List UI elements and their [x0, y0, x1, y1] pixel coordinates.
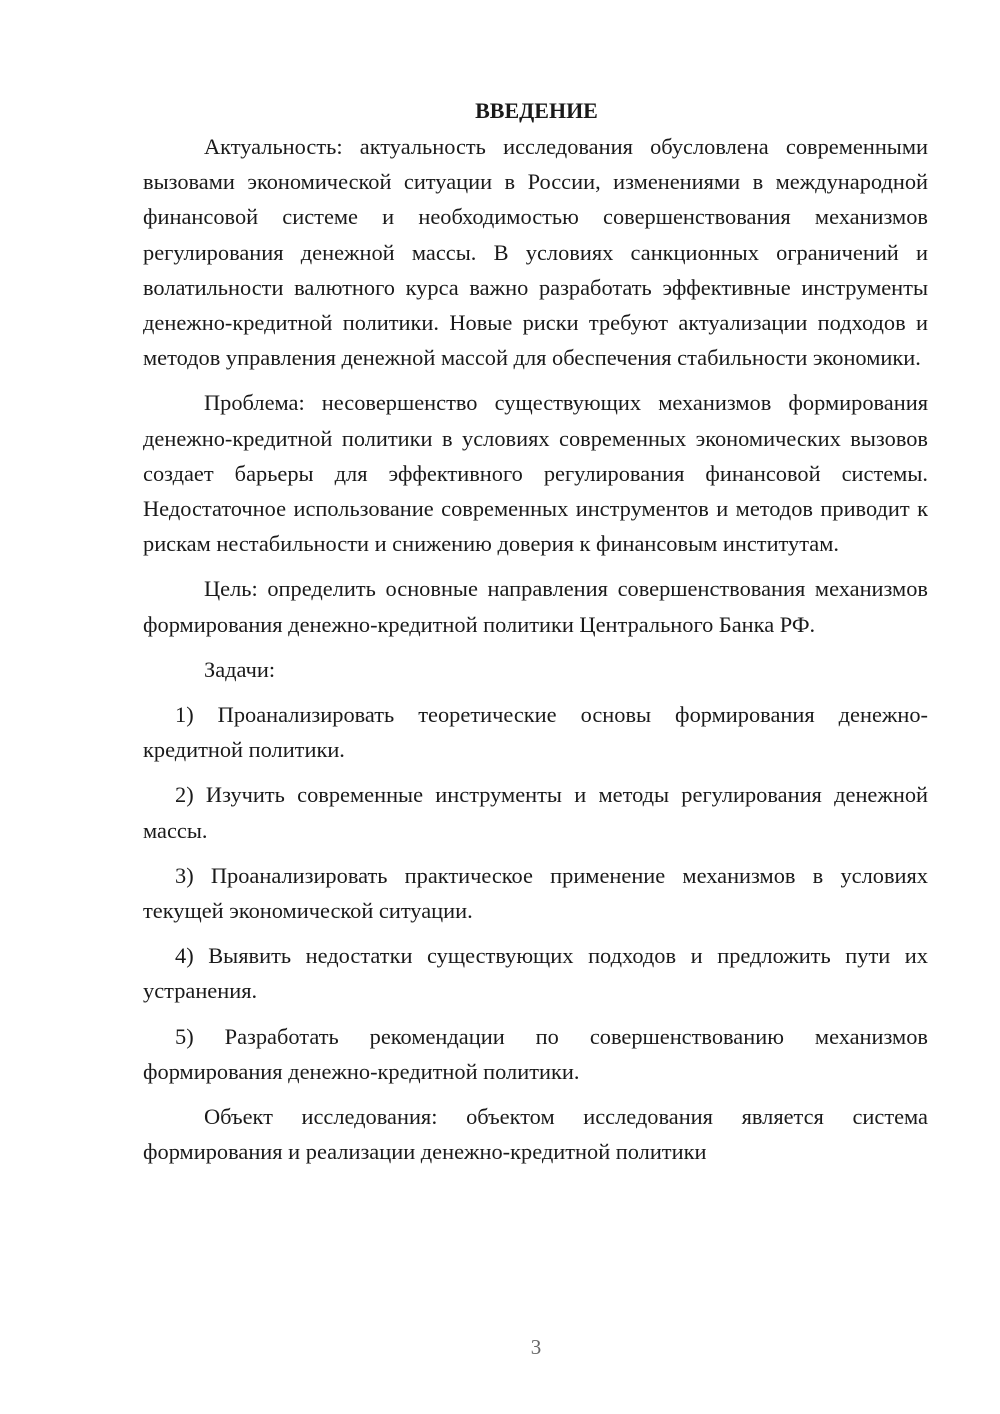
- task-item-5: 5) Разработать рекомендации по совершенствованию механизмов формирования денежно-кредитной политики.: [143, 1023, 928, 1084]
- section-title: ВВЕДЕНИЕ: [475, 98, 598, 123]
- goal-paragraph: Цель: определить основные направления совершенствования механизмов формирования денежно-кредитной политики Центрального Банка РФ.: [143, 576, 928, 637]
- problem-paragraph: Проблема: несовершенство существующих механизмов формирования денежно-кредитной политики в условиях современных экономических вызовов создает барьеры для эффективного регулирования финансовой системы. Недостаточное использование современных инструментов и методов приводит к рискам нестабильности и снижению доверия к финансовым институтам.: [143, 390, 928, 557]
- page-body: [143, 96, 928, 1169]
- task-item-2: 2) Изучить современные инструменты и методы регулирования денежной массы.: [143, 782, 928, 843]
- page-number: 3: [530, 1335, 542, 1359]
- research-object-paragraph: Объект исследования: объектом исследования является система формирования и реализации денежно-кредитной политики: [143, 1104, 928, 1165]
- tasks-heading: Задачи:: [204, 656, 276, 682]
- task-item-4: 4) Выявить недостатки существующих подходов и предложить пути их устранения.: [143, 943, 928, 1004]
- relevance-paragraph: Актуальность: актуальность исследования обусловлена современными вызовами экономической ситуации в России, изменениями в международной финансовой системе и необходимостью совершенствования механизмов регулирования денежной массы. В условиях санкционных ограничений и волатильности валютного курса важно разработать эффективные инструменты денежно-кредитной политики. Новые риски требуют актуализации подходов и методов управления денежной массой для обеспечения стабильности экономики.: [143, 134, 928, 371]
- task-item-1: 1) Проанализировать теоретические основы формирования денежно-кредитной политики.: [143, 702, 928, 763]
- task-item-3: 3) Проанализировать практическое применение механизмов в условиях текущей экономической ситуации.: [143, 862, 928, 924]
